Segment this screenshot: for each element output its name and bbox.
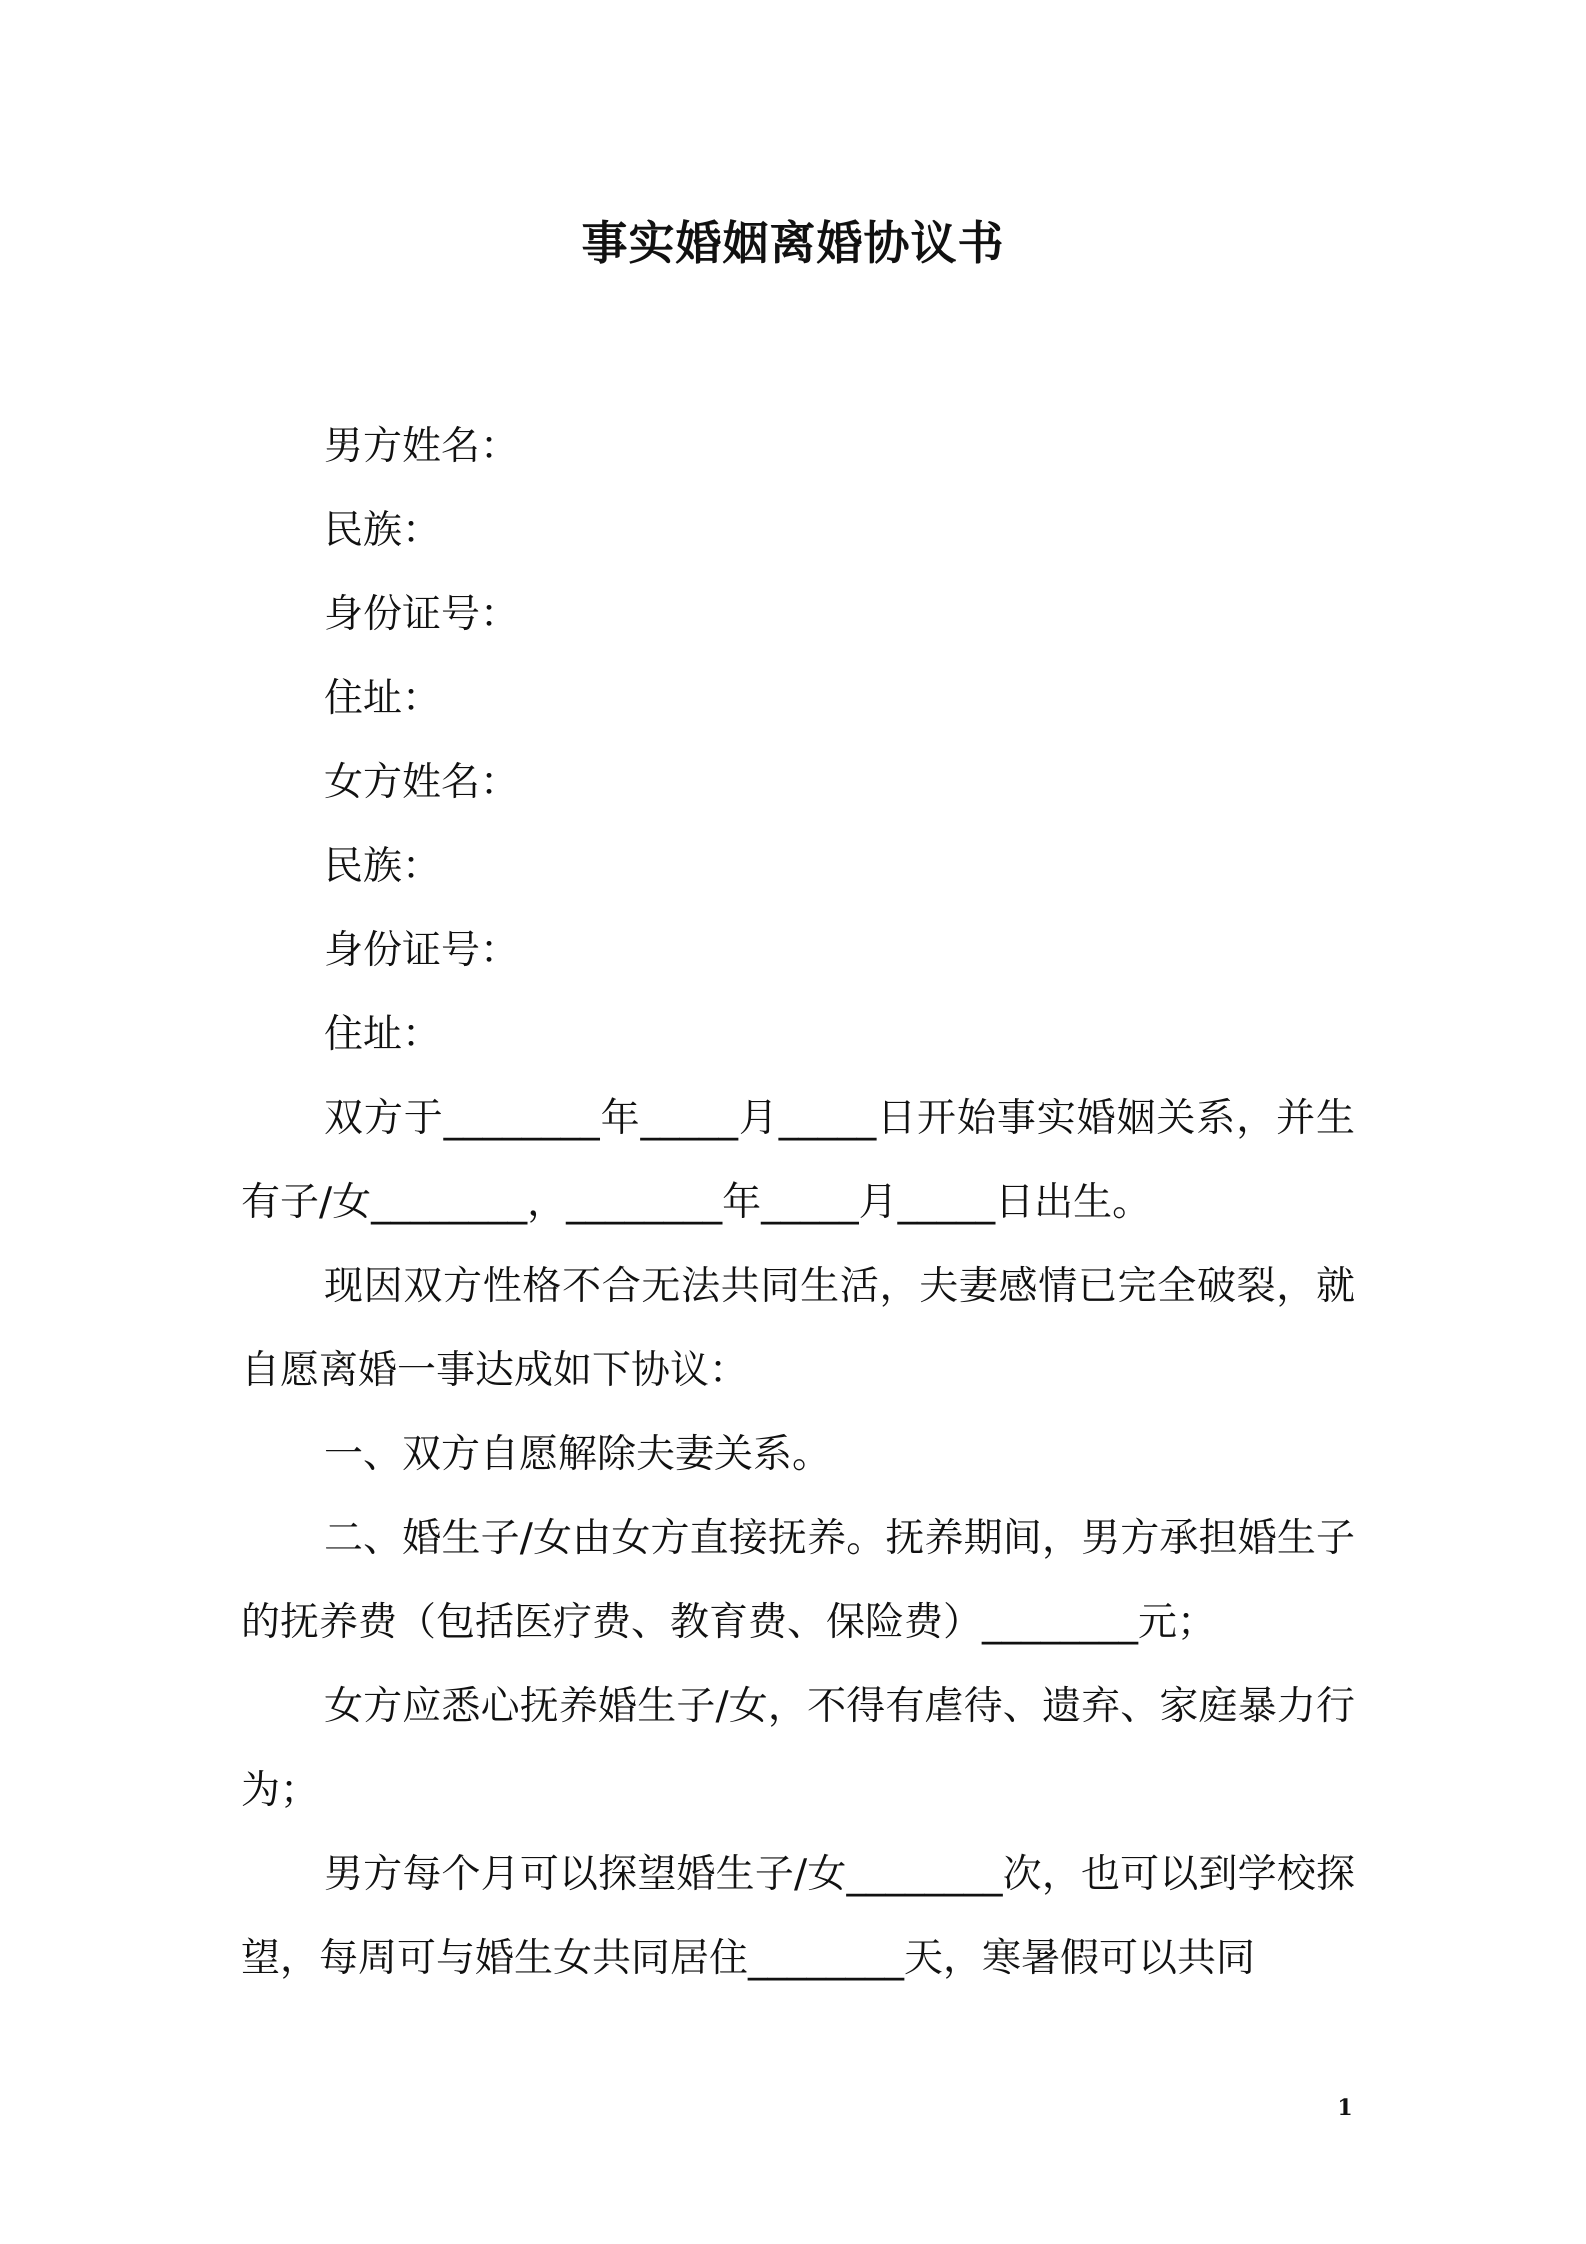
- page-number: 1: [1337, 2095, 1353, 2121]
- female-ethnicity-field: 民族：: [324, 844, 442, 889]
- male-id-number-field: 身份证号：: [324, 592, 520, 637]
- divorce-reason-paragraph: 现因双方性格不合无法共同生活，夫妻感情已完全破裂，就自愿离婚一事达成如下协议：: [241, 1264, 1355, 1393]
- female-address-field: 住址：: [324, 1012, 442, 1057]
- visitation-paragraph: 男方每个月可以探望婚生子/女________次，也可以到学校探望，每周可与婚生女共同居住________天，寒暑假可以共同: [241, 1852, 1355, 1981]
- relationship-paragraph: 双方于________年_____月_____日开始事实婚姻关系，并生有子/女________，________年_____月_____日出生。: [241, 1096, 1355, 1225]
- clause-two: 二、婚生子/女由女方直接抚养。抚养期间，男方承担婚生子的抚养费（包括医疗费、教育费、保险费）________元；: [241, 1516, 1355, 1645]
- custody-duty-paragraph: 女方应悉心抚养婚生子/女，不得有虐待、遗弃、家庭暴力行为；: [241, 1684, 1355, 1813]
- document-title: 事实婚姻离婚协议书: [581, 216, 1005, 270]
- clause-one: 一、双方自愿解除夫妻关系。: [324, 1432, 832, 1477]
- male-address-field: 住址：: [324, 676, 442, 721]
- female-id-number-field: 身份证号：: [324, 928, 520, 973]
- male-ethnicity-field: 民族：: [324, 508, 442, 553]
- male-name-field: 男方姓名：: [324, 424, 520, 469]
- female-name-field: 女方姓名：: [324, 760, 520, 805]
- document-body: [241, 405, 1355, 2001]
